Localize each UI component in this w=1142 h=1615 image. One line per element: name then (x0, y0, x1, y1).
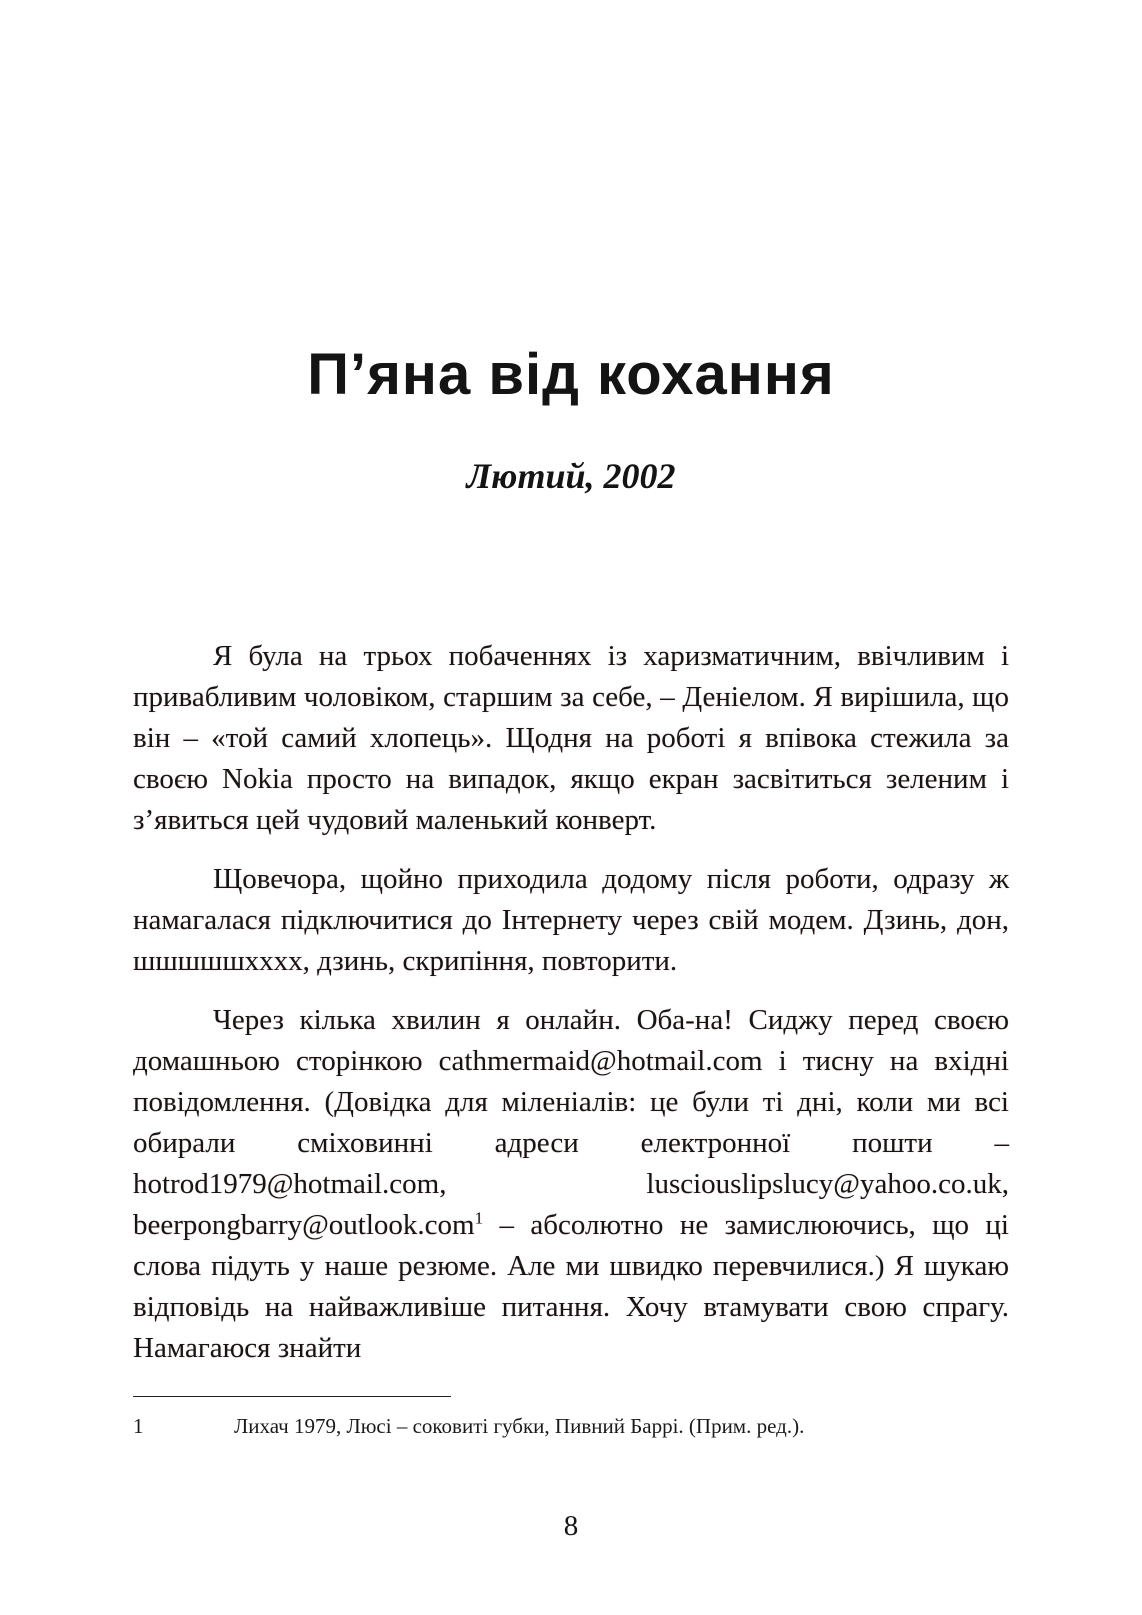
body-text (133, 636, 1009, 1387)
chapter-date: Лютий, 2002 (466, 456, 676, 496)
paragraph-3-text-after-ref: – абсолютно не замислюючись, що ці слова підуть у наше резюме. Але ми швидко перевчилися.) Я шукаю відповідь на найважливіше питання. Хочу втамувати свою спрагу. Намагаюся знайти (133, 1209, 1009, 1364)
chapter-title: П’яна від кохання (307, 342, 835, 407)
paragraph-3-text-before-ref: Через кілька хвилин я онлайн. Оба-на! Сиджу перед своєю домашньою сторінкою cathmermaid@hotmail.com і тисну на вхідні повідомлення. (Довідка для міленіалів: це були ті дні, коли ми всі обирали сміховинні адреси електронної пошти – hotrod1979@hotmail.com, lusciouslipslucy@yahoo.co.uk, beerpongbarry@outlook.com (133, 1004, 1009, 1241)
footnote-text: Лихач 1979, Люсі – соковиті губки, Пивний Баррі. (Прим. ред.). (234, 1414, 805, 1438)
paragraph-1: Я була на трьох побаченнях із харизматичним, ввічливим і привабливим чоловіком, старшим за себе, – Деніелом. Я вирішила, що він – «той самий хлопець». Щодня на роботі я впівока стежила за своєю Nokia просто на випадок, якщо екран засвітиться зеленим і з’явиться цей чудовий маленький конверт. (133, 640, 1009, 836)
footnote (133, 1412, 1009, 1440)
page-number: 8 (563, 1510, 579, 1542)
footnote-number: 1 (133, 1414, 144, 1438)
footnote-divider (133, 1396, 451, 1397)
paragraph-2: Щовечора, щойно приходила додому після роботи, одразу ж намагалася підключитися до Інтернету через свій модем. Дзинь, дон, шшшшшхххх, дзинь, скрипіння, повторити. (133, 863, 1009, 977)
paragraph-3 (133, 1000, 1009, 1369)
footnote-reference: 1 (474, 1208, 484, 1228)
